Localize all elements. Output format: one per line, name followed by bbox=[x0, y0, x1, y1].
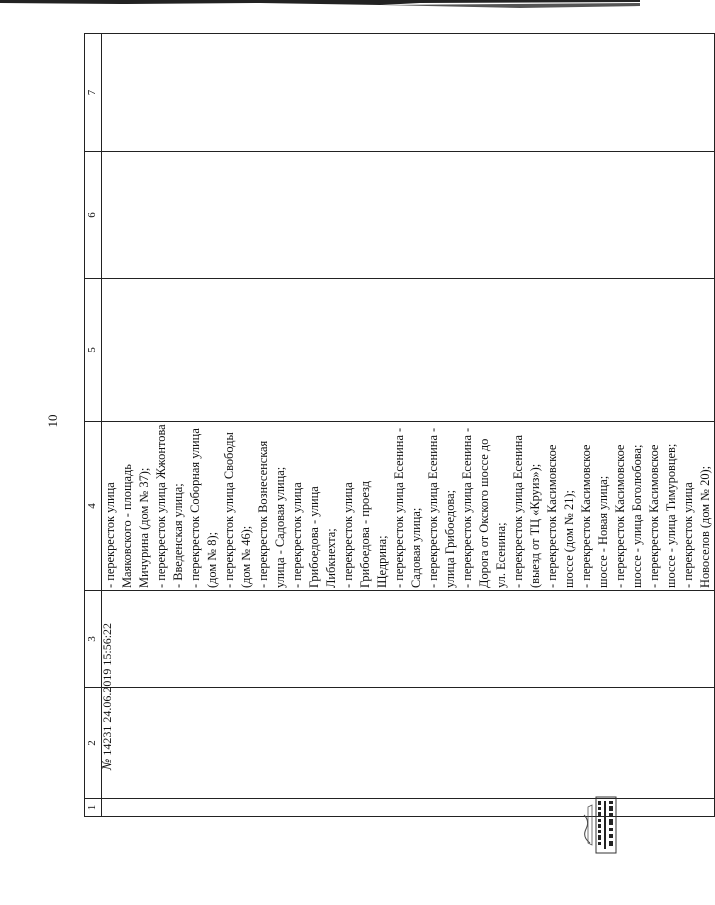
list-item: - перекресток улица bbox=[681, 482, 695, 588]
list-item: - перекресток улица Есенина - bbox=[392, 427, 406, 588]
list-item: - перекресток улица bbox=[341, 482, 355, 588]
list-item: Либкнехта; bbox=[324, 528, 338, 588]
column-header-6: 6 bbox=[85, 152, 102, 279]
column-header-4: 4 bbox=[85, 422, 102, 591]
list-item: улица Грибоедова; bbox=[443, 489, 457, 588]
list-item: - перекресток улица Жжонтова bbox=[154, 424, 168, 588]
list-item: - перекресток Касимовское bbox=[647, 444, 661, 588]
column-header-2: 2 bbox=[85, 688, 102, 799]
table-row bbox=[102, 34, 715, 817]
list-item: Маяковского - площадь bbox=[120, 464, 134, 588]
list-item: - Введенская улица; bbox=[171, 483, 185, 588]
page-number: 10 bbox=[45, 414, 60, 428]
column-header-1: 1 bbox=[85, 799, 102, 817]
header-row bbox=[85, 34, 102, 817]
list-item: - перекресток улица Есенина - bbox=[426, 427, 440, 588]
list-item: ул. Есенина; bbox=[494, 522, 508, 588]
list-item: шоссе - улица Боголюбова; bbox=[630, 444, 644, 588]
list-item: - перекресток Касимовское bbox=[579, 444, 593, 588]
rotated-table-wrapper bbox=[84, 34, 712, 817]
scan-edge-artifact bbox=[0, 0, 640, 10]
cell-col-6 bbox=[102, 152, 715, 279]
list-item: - перекресток улица bbox=[290, 482, 304, 588]
list-item: Щедрина; bbox=[375, 535, 389, 588]
cell-col-5 bbox=[102, 279, 715, 422]
list-item: Садовая улица; bbox=[409, 507, 423, 588]
column-header-3: 3 bbox=[85, 591, 102, 688]
list-item: улица - Садовая улица; bbox=[273, 466, 287, 588]
list-item: Дорога от Окского шоссе до bbox=[477, 438, 491, 588]
list-item: - перекресток улица bbox=[103, 482, 117, 588]
column-header-7: 7 bbox=[85, 34, 102, 152]
cell-col-7 bbox=[102, 34, 715, 152]
list-item: (дом № 8); bbox=[205, 531, 219, 588]
intersection-table bbox=[84, 33, 715, 817]
list-item: Мичурина (дом № 37); bbox=[137, 467, 151, 588]
registration-stamp bbox=[100, 510, 114, 770]
list-item: - перекресток Вознесенская bbox=[256, 440, 270, 588]
list-item: (дом № 46); bbox=[239, 525, 253, 588]
registration-prefix: № bbox=[100, 758, 114, 770]
list-item: шоссе (дом № 21); bbox=[562, 490, 576, 588]
list-item: - перекресток Соборная улица bbox=[188, 428, 202, 588]
list-item: (выезд от ТЦ «Круиз»); bbox=[528, 463, 542, 588]
cell-col-3 bbox=[102, 591, 715, 688]
cell-col-1 bbox=[102, 799, 715, 817]
list-item: - перекресток улица Свободы bbox=[222, 432, 236, 588]
list-item: шоссе - Новая улица; bbox=[596, 475, 610, 588]
registration-text: 14231 24.06.2019 15:56:22 bbox=[100, 622, 114, 756]
column-header-5: 5 bbox=[85, 279, 102, 422]
list-item: шоссе - улица Тимуровцев; bbox=[664, 443, 678, 588]
list-item: Грибоедова - улица bbox=[307, 486, 321, 588]
list-item: - перекресток улица Есенина bbox=[511, 435, 525, 588]
list-item: - перекресток улица Есенина - bbox=[460, 427, 474, 588]
list-item: Новоселов (дом № 20); bbox=[698, 465, 712, 588]
list-item: - перекресток Касимовское bbox=[545, 444, 559, 588]
barcode-seal-icon bbox=[580, 795, 620, 855]
list-item: Грибоедова - проезд bbox=[358, 480, 372, 588]
cell-col-4-intersections bbox=[102, 422, 715, 591]
list-item: - перекресток Касимовское bbox=[613, 444, 627, 588]
cell-col-2 bbox=[102, 688, 715, 799]
